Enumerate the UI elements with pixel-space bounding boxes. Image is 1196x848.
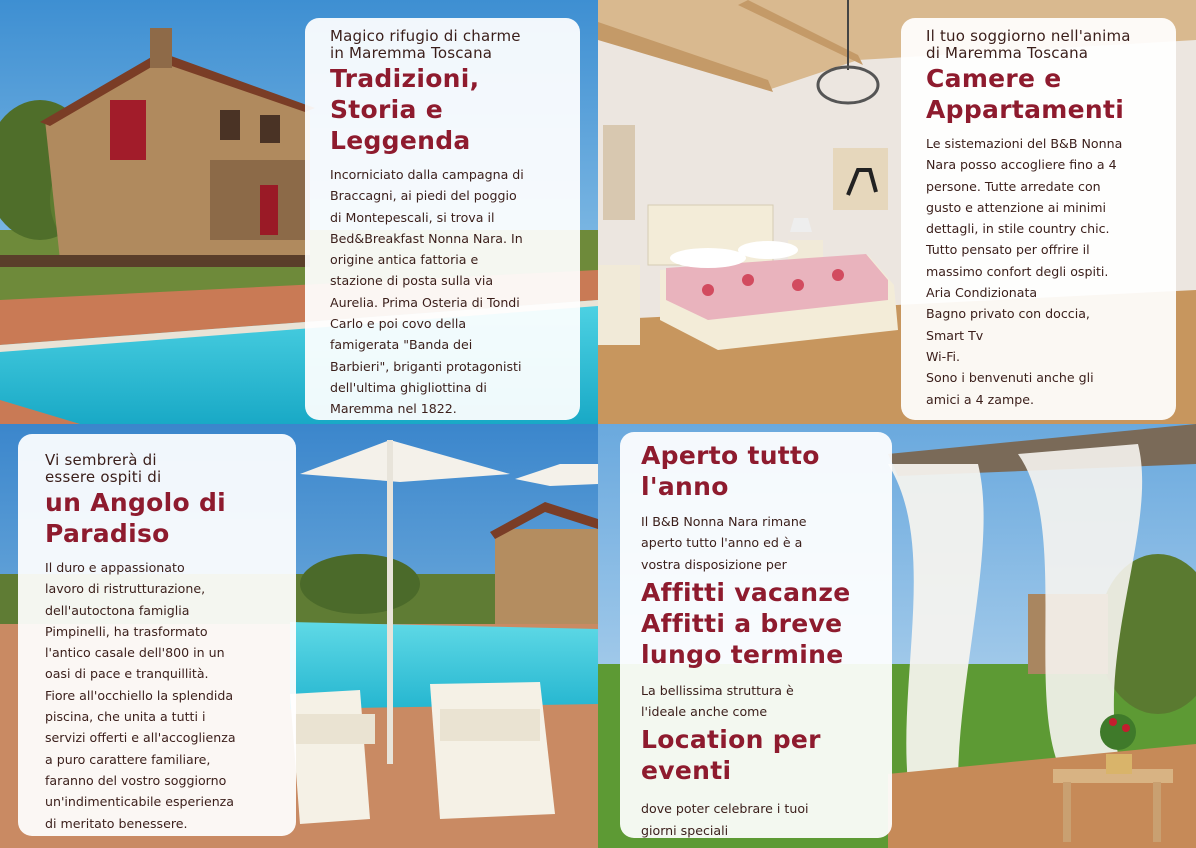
farmhouse-card: [305, 18, 580, 420]
open-card: [620, 432, 892, 838]
open-heading-events: Location per eventi: [641, 725, 821, 786]
open-text-3: dove poter celebrare i tuoi giorni speciali: [641, 801, 809, 838]
open-text-2: La bellissima struttura è l'ideale anche come: [641, 682, 794, 720]
rooms-body: Le sistemazioni del B&B Nonna Nara posso accogliere fino a 4 persone. Tutte arredate con gusto e attenzione ai minimi dettagli, in stile country chic. Tutto pensato per offrire il massimo confort degli ospiti. Aria Condizionata Bagno privato con doccia, Smart Tv Wi-Fi. Sono i benvenuti anche gli amici a 4 zampe.: [926, 136, 1123, 407]
open-heading-rentals: Affitti vacanze Affitti a breve lungo termine: [641, 577, 851, 669]
paradise-section: [0, 424, 598, 848]
open-heading: Aperto tutto l'anno: [641, 441, 820, 501]
farmhouse-heading: Tradizioni, Storia e Leggenda: [330, 64, 480, 155]
open-section: [598, 424, 1196, 848]
farmhouse-subtitle: Magico rifugio di charme in Maremma Toscana: [330, 27, 521, 62]
farmhouse-body: Incorniciato dalla campagna di Braccagni, ai piedi del poggio di Montepescali, si trova il Bed&Breakfast Nonna Nara. In origine antica fattoria e stazione di posta sulla via Aurelia. Prima Osteria di Tondi Carlo e poi covo della famigerata "Banda dei Barbieri", briganti protagonisti dell'ultima ghigliottina di Maremma nel 1822.: [330, 167, 524, 417]
rooms-subtitle: Il tuo soggiorno nell'anima di Maremma Toscana: [926, 27, 1131, 62]
paradise-body: Il duro e appassionato lavoro di ristrutturazione, dell'autoctona famiglia Pimpinelli, ha trasformato l'antico casale dell'800 in un oasi di pace e tranquillità. Fiore all'occhiello la splendida piscina, che unita a tutti i servizi offerti e all'accoglienza a puro carattere familiare, faranno del vostro soggiorno un'indimenticabile esperienza di meritato benessere.: [45, 560, 236, 831]
open-text-1: Il B&B Nonna Nara rimane aperto tutto l'anno ed è a vostra disposizione per: [641, 514, 807, 572]
rooms-section: [598, 0, 1196, 424]
paradise-card: [18, 434, 296, 836]
farmhouse-section: [0, 0, 598, 424]
rooms-card: [901, 18, 1176, 420]
rooms-heading: Camere e Appartamenti: [926, 64, 1125, 124]
paradise-subtitle: Vi sembrerà di essere ospiti di: [45, 451, 162, 486]
paradise-heading: un Angolo di Paradiso: [45, 488, 227, 548]
